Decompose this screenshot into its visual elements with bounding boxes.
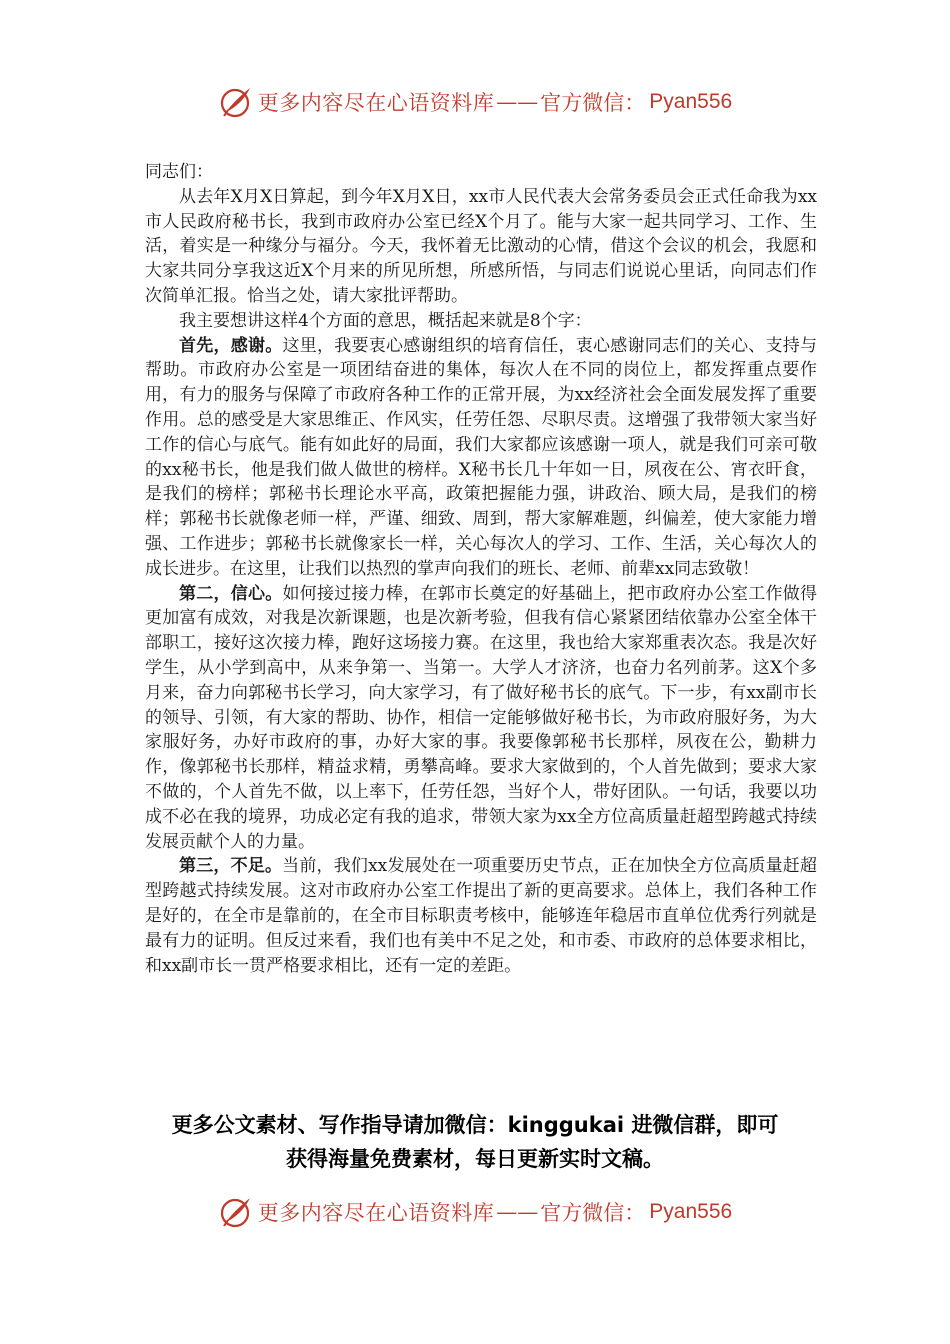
section-body: 如何接过接力棒，在郭市长奠定的好基础上，把市政府办公室工作做得更加富有成效，对我是次新课题，也是次新考验，但我有信心紧紧团结依靠办公室全体干部职工，接好这次接力棒，跑好这场接力赛。在这里，我也给大家郑重表次态。我是次好学生，从小学到高中，从来争第一、当第一。大学人才济济，也奋力名列前茅。这X个多月来，奋力向郭秘书长学习，向大家学习，有了做好秘书长的底气。下一步，有xx副市长的领导、引领，有大家的帮助、协作，相信一定能够做好秘书长，为市政府服好务，为大家服好务，办好市政府的事，办好大家的事。我要像郭秘书长那样，夙夜在公，勤耕力作，像郭秘书长那样，精益求精，勇攀高峰。要求大家做到的，个人首先做到；要求大家不做的，个人首先不做，以上率下，任劳任怨，当好个人，带好团队。一句话，我要以功成不必在我的境界，功成必定有我的追求，带领大家为xx全方位高质量赶超型跨越式持续发展贡献个人的力量。 xyxy=(145,583,817,852)
section-lead: 第二，信心。 xyxy=(179,583,283,604)
intro-paragraph: 从去年X月X日算起，到今年X月X日，xx市人民代表大会常务委员会正式任命我为xx市人民政府秘书长，我到市政府办公室已经X个月了。能与大家一起共同学习、工作、生活，着实是一种缘分与福分。今天，我怀着无比激动的心情，借这个会议的机会，我愿和大家共同分享我这近X个月来的所见所想，所感所悟，与同志们说说心里话，向同志们作次简单汇报。恰当之处，请大家批评帮助。 xyxy=(145,186,817,306)
banner-wechat-label: 官方微信： xyxy=(540,1201,646,1225)
section-body: 当前，我们xx发展处在一项重要历史节点，正在加快全方位高质量赶超型跨越式持续发展。这对市政府办公室工作提出了新的更高要求。总体上，我们各种工作是好的，在全市是靠前的，在全市目标职责考核中，能够连年稳居市直单位优秀行列就是最有力的证明。但反过来看，我们也有美中不足之处，和市委、市政府的总体要求相比，和xx副市长一贯严格要求相比，还有一定的差距。 xyxy=(145,856,817,976)
section-lead: 第三，不足。 xyxy=(179,856,283,877)
banner-separator: —— xyxy=(496,1200,539,1224)
header-banner xyxy=(0,82,950,122)
banner-site-text: 更多内容尽在心语资料库 xyxy=(257,1201,495,1225)
document-body xyxy=(145,160,817,978)
section-thanks xyxy=(145,334,817,582)
promo-line-2: 获得海量免费素材，每日更新实时文稿。 xyxy=(286,1147,664,1171)
promo-block xyxy=(120,1108,830,1176)
banner-wechat-id: Pyan556 xyxy=(649,1200,733,1223)
section-body: 这里，我要衷心感谢组织的培育信任，衷心感谢同志们的关心、支持与帮助。市政府办公室是一项团结奋进的集体，每次人在不同的岗位上，都发挥重点要作用，有力的服务与保障了市政府各种工作的正常开展，为xx经济社会全面发展发挥了重要作用。总的感受是大家思维正、作风实，任劳任怨、尽职尽责。这增强了我带领大家当好工作的信心与底气。能有如此好的局面，我们大家都应该感谢一项人，就是我们可亲可敬的xx秘书长，他是我们做人做世的榜样。X秘书长几十年如一日，夙夜在公、宵衣旰食，是我们的榜样；郭秘书长理论水平高，政策把握能力强，讲政治、顾大局，是我们的榜样；郭秘书长就像老师一样，严谨、细致、周到，帮大家解难题，纠偏差，使大家能力增强、工作进步；郭秘书长就像家长一样，关心每次人的学习、工作、生活，关心每次人的成长进步。在这里，让我们以热烈的掌声向我们的班长、老师、前辈xx同志致敬！ xyxy=(145,335,817,579)
banner-wechat-label: 官方微信： xyxy=(540,91,646,115)
banner-wechat-id: Pyan556 xyxy=(649,90,733,113)
banner-site-text: 更多内容尽在心语资料库 xyxy=(257,91,495,115)
section-confidence xyxy=(145,582,817,855)
section-lead: 首先，感谢。 xyxy=(179,335,283,356)
salutation: 同志们： xyxy=(145,162,213,182)
banner-separator: —— xyxy=(496,90,539,114)
quill-logo-icon xyxy=(218,84,254,120)
outline-paragraph: 我主要想讲这样4个方面的意思，概括起来就是8个字： xyxy=(179,310,592,331)
quill-logo-icon xyxy=(218,1194,254,1230)
footer-banner xyxy=(0,1192,950,1232)
promo-line-1: 更多公文素材、写作指导请加微信：kinggukai 进微信群，即可 xyxy=(171,1113,779,1137)
section-shortcomings xyxy=(145,854,817,978)
